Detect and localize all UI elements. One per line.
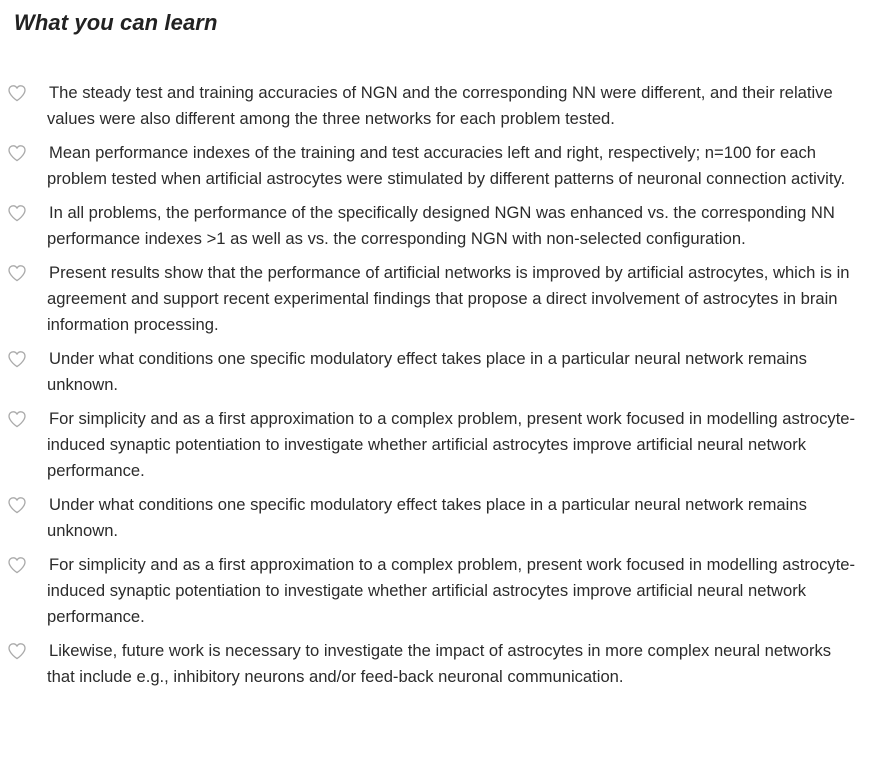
section-title: What you can learn	[14, 10, 218, 35]
learning-point-text: Present results show that the performance of artificial networks is improved by artificial astrocytes, which is in agreement and support recent experimental findings that propose a direct involvement of astrocytes in brain information processing.	[47, 263, 850, 334]
learning-point-item	[0, 200, 870, 252]
learning-point-text: Under what conditions one specific modulatory effect takes place in a particular neural network remains unknown.	[47, 495, 807, 540]
heart-outline-icon[interactable]	[7, 410, 27, 428]
learning-points-list	[0, 80, 870, 698]
learning-point-item	[0, 638, 870, 690]
heart-outline-icon[interactable]	[7, 84, 27, 102]
learning-point-text: For simplicity and as a first approximation to a complex problem, present work focused in modelling astrocyte-induced synaptic potentiation to investigate whether artificial astrocytes improve artificial neural network performance.	[47, 555, 856, 626]
learning-point-item	[0, 80, 870, 132]
heart-outline-icon[interactable]	[7, 642, 27, 660]
learning-point-text: The steady test and training accuracies of NGN and the corresponding NN were different, and their relative values were also different among the three networks for each problem tested.	[47, 83, 833, 128]
learning-point-item	[0, 492, 870, 544]
learning-point-item	[0, 552, 870, 630]
heart-outline-icon[interactable]	[7, 496, 27, 514]
learning-point-text: Likewise, future work is necessary to investigate the impact of astrocytes in more complex neural networks that include e.g., inhibitory neurons and/or feed-back neuronal communication.	[47, 641, 832, 686]
learning-point-text: For simplicity and as a first approximation to a complex problem, present work focused in modelling astrocyte-induced synaptic potentiation to investigate whether artificial astrocytes improve artificial neural network performance.	[47, 409, 856, 480]
learning-point-text: Mean performance indexes of the training and test accuracies left and right, respectively; n=100 for each problem tested when artificial astrocytes were stimulated by different patterns of neuronal connection activity.	[47, 143, 846, 188]
heart-outline-icon[interactable]	[7, 350, 27, 368]
learning-point-item	[0, 346, 870, 398]
heart-outline-icon[interactable]	[7, 264, 27, 282]
learning-point-text: Under what conditions one specific modulatory effect takes place in a particular neural network remains unknown.	[47, 349, 807, 394]
learning-point-text: In all problems, the performance of the specifically designed NGN was enhanced vs. the corresponding NN performance indexes >1 as well as vs. the corresponding NGN with non-selected configuration.	[47, 203, 835, 248]
heart-outline-icon[interactable]	[7, 556, 27, 574]
learning-point-item	[0, 260, 870, 338]
heart-outline-icon[interactable]	[7, 204, 27, 222]
learning-point-item	[0, 140, 870, 192]
learning-point-item	[0, 406, 870, 484]
heart-outline-icon[interactable]	[7, 144, 27, 162]
